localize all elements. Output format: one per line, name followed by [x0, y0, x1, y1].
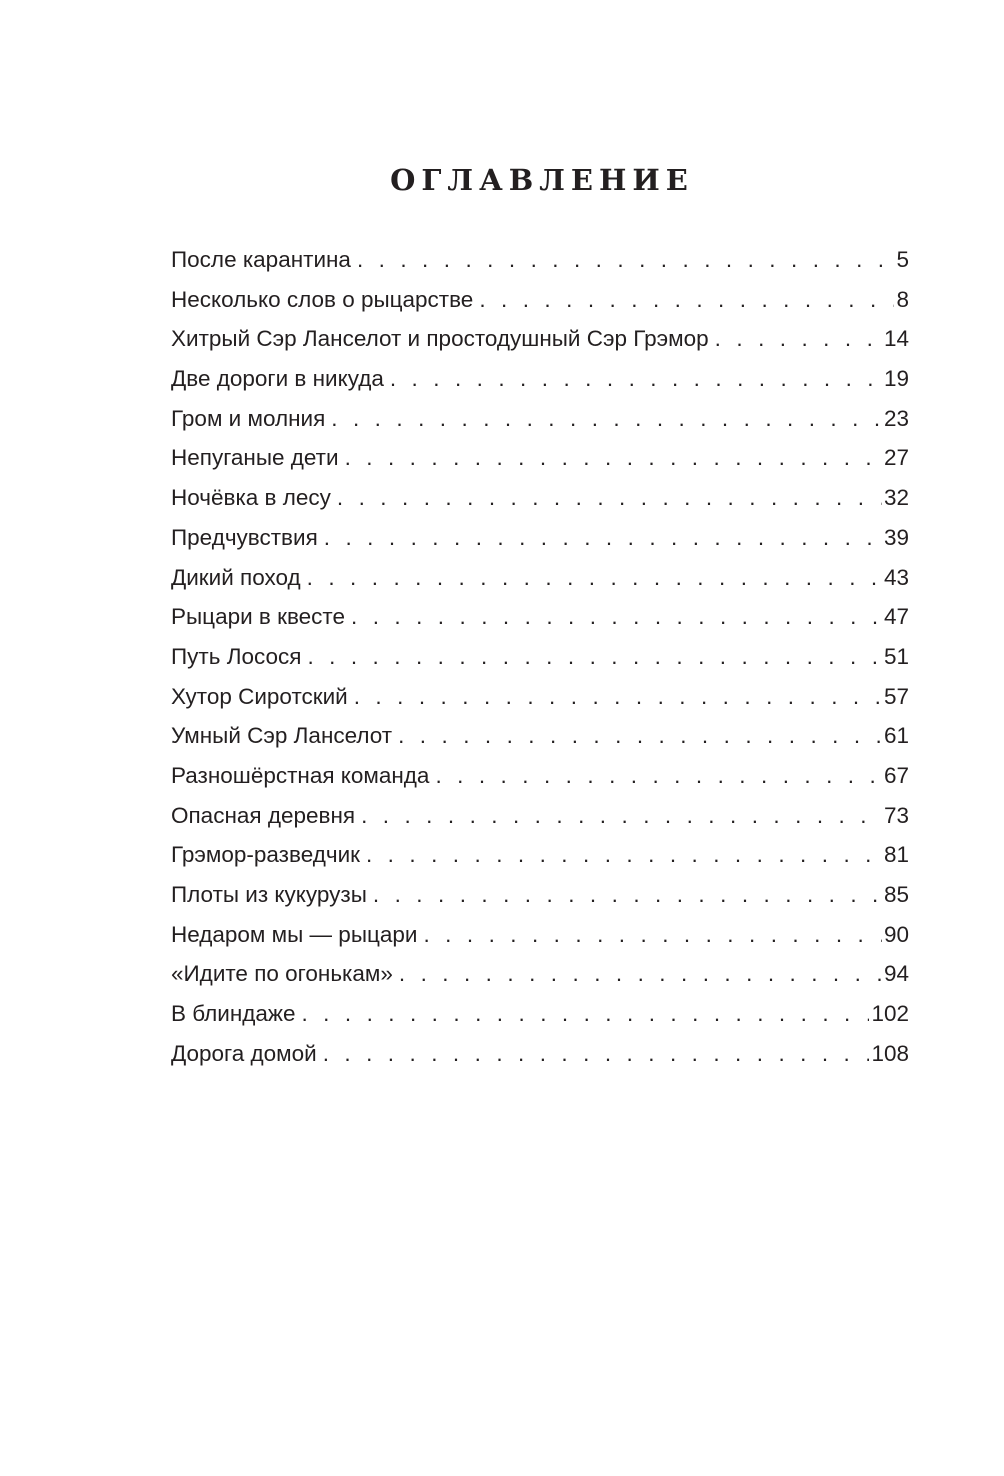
toc-entry[interactable] — [171, 1034, 909, 1074]
toc-entry-title: Рыцари в квесте — [171, 604, 345, 630]
toc-entry[interactable] — [171, 716, 909, 756]
dot-leader — [345, 438, 882, 478]
toc-entry-page: 23 — [883, 405, 909, 431]
dot-leader — [307, 637, 882, 677]
toc-entry-title: Дорога домой — [171, 1040, 317, 1066]
toc-entry-page: 73 — [883, 802, 909, 828]
dot-leader — [351, 597, 882, 637]
dot-leader — [307, 558, 882, 598]
toc-entry-title: Разношёрстная команда — [171, 762, 430, 788]
dot-leader — [373, 875, 882, 915]
toc-entry-title: Опасная деревня — [171, 802, 356, 828]
toc-entry[interactable] — [171, 875, 909, 915]
dot-leader — [354, 677, 882, 717]
toc-entry-page: 94 — [883, 961, 909, 987]
dot-leader — [323, 1034, 870, 1074]
toc-entry-title: Несколько слов о рыцарстве — [171, 286, 474, 312]
toc-entry-title: Грэмор-разведчик — [171, 842, 360, 868]
toc-entry-page: 47 — [883, 604, 909, 630]
toc-entry[interactable] — [171, 756, 909, 796]
toc-entry[interactable] — [171, 677, 909, 717]
toc-entry-page: 8 — [896, 286, 909, 312]
toc-entry[interactable] — [171, 994, 909, 1034]
toc-entry[interactable] — [171, 915, 909, 955]
toc-entry-page: 51 — [883, 643, 909, 669]
toc-entry-page: 81 — [883, 842, 909, 868]
toc-entry-page: 32 — [883, 485, 909, 511]
dot-leader — [435, 756, 882, 796]
toc-entry-title: Непуганые дети — [171, 445, 339, 471]
toc-entry[interactable] — [171, 240, 909, 280]
dot-leader — [366, 835, 882, 875]
toc-entry-page: 108 — [871, 1040, 909, 1066]
toc-entry-page: 27 — [883, 445, 909, 471]
toc-entry-title: В блиндаже — [171, 1001, 296, 1027]
toc-entry-title: Предчувствия — [171, 524, 318, 550]
toc-entry-title: После карантина — [171, 247, 351, 272]
toc-entry-title: Плоты из кукурузы — [171, 882, 367, 907]
toc-entry-page: 85 — [883, 882, 909, 907]
table-of-contents — [171, 240, 909, 1073]
toc-entry[interactable] — [171, 399, 909, 439]
dot-leader — [337, 478, 882, 518]
toc-entry[interactable] — [171, 478, 909, 518]
toc-entry-page: 57 — [883, 683, 909, 709]
dot-leader — [357, 240, 895, 280]
toc-entry-title: Ночёвка в лесу — [171, 485, 331, 511]
toc-entry-title: Две дороги в никуда — [171, 366, 384, 392]
toc-entry-page: 61 — [883, 723, 909, 749]
toc-entry-page: 43 — [883, 564, 909, 590]
toc-entry-page: 67 — [883, 762, 909, 788]
dot-leader — [423, 915, 882, 955]
dot-leader — [398, 716, 882, 756]
page-title: ОГЛАВЛЕНИЕ — [390, 163, 694, 197]
toc-entry-title: Дикий поход — [171, 564, 301, 590]
toc-entry-title: Хутор Сиротский — [171, 683, 348, 709]
toc-entry-page: 14 — [883, 326, 909, 352]
toc-entry[interactable] — [171, 518, 909, 558]
toc-entry[interactable] — [171, 597, 909, 637]
toc-entry-title: Умный Сэр Ланселот — [171, 723, 393, 749]
dot-leader — [331, 399, 882, 439]
toc-entry[interactable] — [171, 558, 909, 598]
toc-entry-page: 90 — [883, 921, 909, 947]
dot-leader — [399, 954, 882, 994]
dot-leader — [479, 280, 894, 320]
toc-entry[interactable] — [171, 637, 909, 677]
toc-entry[interactable] — [171, 835, 909, 875]
toc-entry-page: 102 — [871, 1001, 909, 1027]
dot-leader — [390, 359, 882, 399]
dot-leader — [301, 994, 869, 1034]
toc-entry[interactable] — [171, 954, 909, 994]
toc-entry-page: 19 — [883, 366, 909, 392]
dot-leader — [361, 796, 882, 836]
toc-entry[interactable] — [171, 796, 909, 836]
toc-entry-title: Гром и молния — [171, 405, 326, 431]
toc-entry-page: 39 — [883, 524, 909, 550]
toc-entry[interactable] — [171, 319, 909, 359]
toc-entry[interactable] — [171, 359, 909, 399]
dot-leader — [324, 518, 882, 558]
toc-entry-page: 5 — [896, 247, 909, 272]
toc-entry-title: Недаром мы — рыцари — [171, 921, 418, 947]
toc-entry[interactable] — [171, 280, 909, 320]
toc-entry[interactable] — [171, 438, 909, 478]
toc-entry-title: «Идите по огонькам» — [171, 961, 393, 987]
dot-leader — [715, 319, 882, 359]
toc-entry-title: Путь Лосося — [171, 643, 302, 669]
toc-entry-title: Хитрый Сэр Ланселот и простодушный Сэр Грэмор — [171, 326, 709, 352]
